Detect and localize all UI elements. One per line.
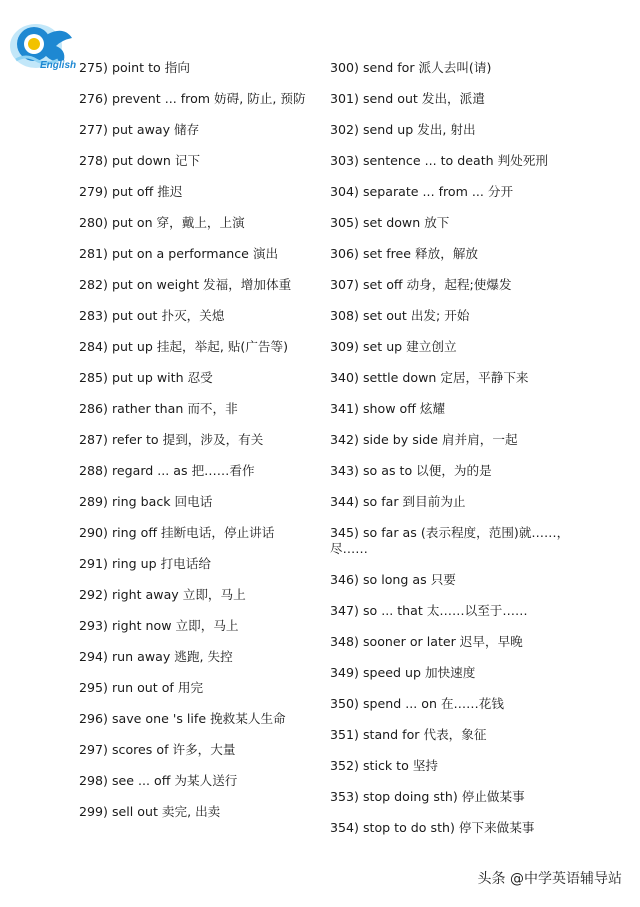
phrase-item: 279) put off 推迟 (79, 184, 183, 199)
phrase-item: 304) separate ... from ... 分开 (330, 184, 514, 199)
phrase-item: 281) put on a performance 演出 (79, 246, 279, 261)
phrase-item: 278) put down 记下 (79, 153, 201, 168)
phrase-item: 296) save one 's life 挽救某人生命 (79, 711, 286, 726)
logo-text: English (40, 60, 77, 71)
phrase-item: 344) so far 到目前为止 (330, 494, 466, 509)
phrase-list-right (330, 60, 600, 851)
phrase-item: 280) put on 穿，戴上，上演 (79, 215, 245, 230)
phrase-item: 352) stick to 坚持 (330, 758, 439, 773)
phrase-item: 287) refer to 提到，涉及，有关 (79, 432, 264, 447)
phrase-item: 348) sooner or later 迟早，早晚 (330, 634, 523, 649)
phrase-item: 297) scores of 许多，大量 (79, 742, 236, 757)
phrase-item: 347) so ... that 太……以至于…… (330, 603, 528, 618)
phrase-item: 276) prevent ... from 妨碍, 防止, 预防 (79, 91, 306, 106)
phrase-item: 308) set out 出发; 开始 (330, 308, 470, 323)
phrase-item: 284) put up 挂起，举起, 贴(广告等) (79, 339, 289, 354)
phrase-item: 295) run out of 用完 (79, 680, 204, 695)
phrase-item: 275) point to 指向 (79, 60, 190, 75)
phrase-item: 289) ring back 回电话 (79, 494, 213, 509)
phrase-item: 340) settle down 定居，平静下来 (330, 370, 529, 385)
phrase-item: 288) regard ... as 把……看作 (79, 463, 255, 478)
phrase-item: 343) so as to 以便，为的是 (330, 463, 492, 478)
phrase-item: 354) stop to do sth) 停下来做某事 (330, 820, 535, 835)
phrase-item: 282) put on weight 发福，增加体重 (79, 277, 292, 292)
phrase-item: 302) send up 发出, 射出 (330, 122, 476, 137)
phrase-item: 286) rather than 而不，非 (79, 401, 238, 416)
phrase-item: 292) right away 立即，马上 (79, 587, 246, 602)
phrase-item: 293) right now 立即，马上 (79, 618, 239, 633)
phrase-item: 283) put out 扑灭，关熄 (79, 308, 225, 323)
phrase-item: 291) ring up 打电话给 (79, 556, 211, 571)
phrase-item: 351) stand for 代表，象征 (330, 727, 487, 742)
phrase-item: 300) send for 派人去叫(请) (330, 60, 492, 75)
phrase-item: 349) speed up 加快速度 (330, 665, 476, 680)
phrase-item: 294) run away 逃跑, 失控 (79, 649, 233, 664)
phrase-item: 342) side by side 肩并肩，一起 (330, 432, 518, 447)
phrase-item: 341) show off 炫耀 (330, 401, 446, 416)
phrase-item: 298) see ... off 为某人送行 (79, 773, 238, 788)
phrase-item: 345) so far as (表示程度，范围)就……，尽…… (330, 525, 570, 556)
phrase-item: 290) ring off 挂断电话，停止讲话 (79, 525, 275, 540)
phrase-item: 285) put up with 忍受 (79, 370, 213, 385)
phrase-item: 346) so long as 只要 (330, 572, 456, 587)
phrase-list-left (79, 60, 349, 835)
phrase-item: 303) sentence ... to death 判处死刑 (330, 153, 549, 168)
phrase-item: 350) spend ... on 在……花钱 (330, 696, 504, 711)
watermark-footer: 头条 @中学英语辅导站 (477, 871, 622, 887)
phrase-item: 306) set free 释放，解放 (330, 246, 479, 261)
phrase-item: 353) stop doing sth) 停止做某事 (330, 789, 525, 804)
phrase-item: 299) sell out 卖完, 出卖 (79, 804, 221, 819)
phrase-item: 301) send out 发出，派遣 (330, 91, 485, 106)
phrase-item: 307) set off 动身，起程;使爆发 (330, 277, 512, 292)
phrase-item: 277) put away 储存 (79, 122, 200, 137)
phrase-item: 305) set down 放下 (330, 215, 450, 230)
phrase-item: 309) set up 建立创立 (330, 339, 457, 354)
